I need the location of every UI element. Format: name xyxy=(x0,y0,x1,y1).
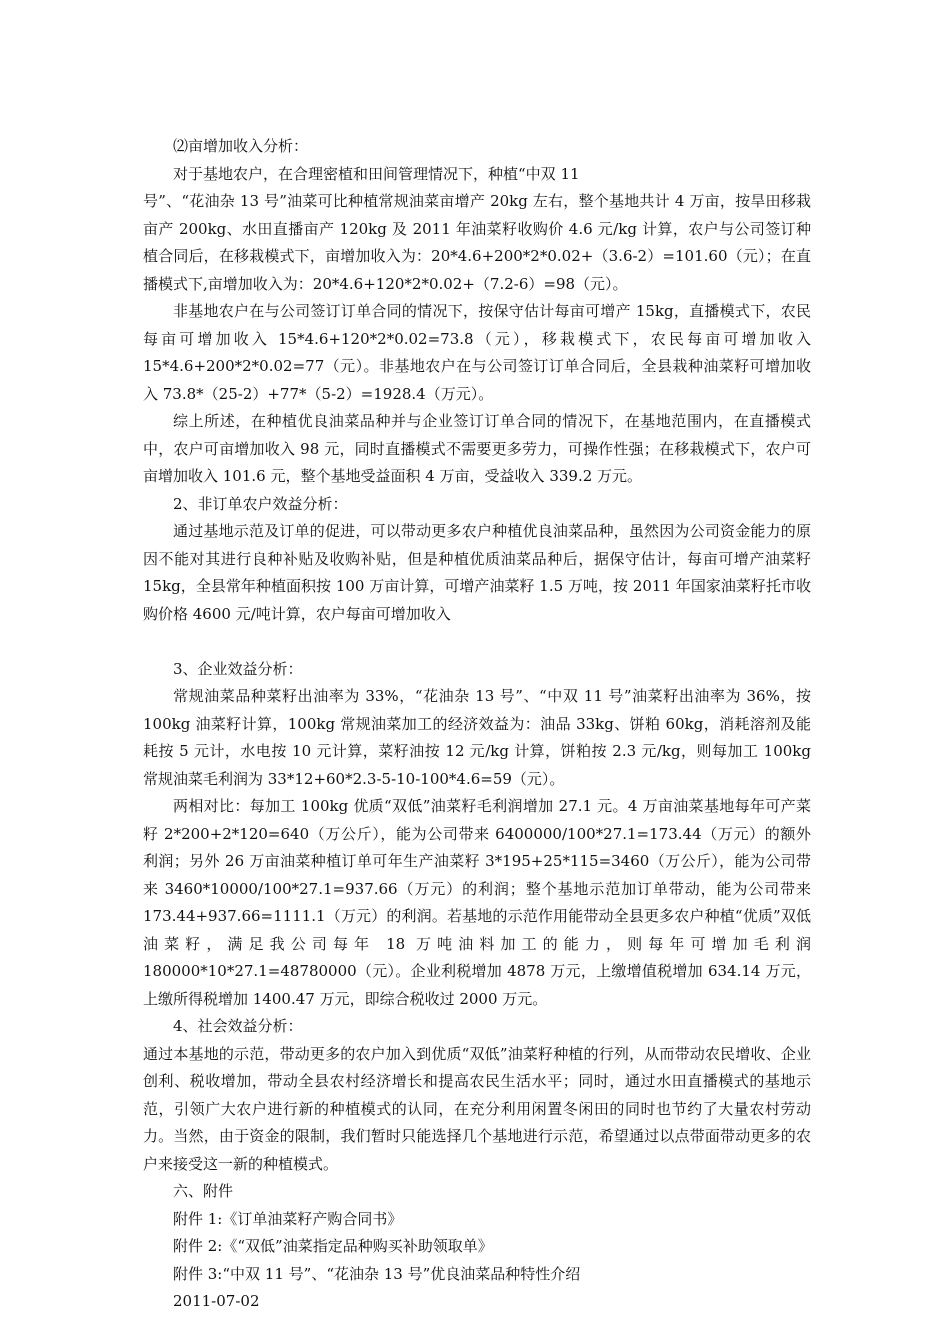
attachment-item: 附件 1:《订单油菜籽产购合同书》 xyxy=(173,1209,403,1228)
section-heading: 3、企业效益分析： xyxy=(173,659,303,678)
paragraph: 对于基地农户，在合理密植和田间管理情况下，种植“中双 11 xyxy=(173,164,580,183)
paragraph: 通过基地示范及订单的促进，可以带动更多农户种植优良油菜品种，虽然因为公司资金能力的原因不能对其进行良种补贴及收购补贴，但是种植优质油菜品种后，据保守估计，每亩可增产油菜籽 15kg，全县常年种植面积按 100 万亩计算，可增产油菜籽 1.5 万吨，按 2011 年国家油菜籽托市收购价格 4600 元/吨计算，农户每亩可增加收入 xyxy=(143,522,811,623)
paragraph: 非基地农户在与公司签订订单合同的情况下，按保守估计每亩可增产 15kg，直播模式下，农民每亩可增加收入 15*4.6+120*2*0.02=73.8（元），移栽模式下，农民每亩可增加收入 15*4.6+200*2*0.02=77（元）。非基地农户在与公司签订订单合同后，全县栽种油菜籽可增加收入 73.8*（25-2）+77*（5-2）=1928.4（万元）。 xyxy=(143,302,811,403)
paragraph: 两相对比：每加工 100kg 优质“双低”油菜籽毛利润增加 27.1 元。4 万亩油菜基地每年可产菜籽 2*200+2*120=640（万公斤），能为公司带来 6400000/100*27.1=173.44（万元）的额外利润；另外 26 万亩油菜种植订单可年生产油菜籽 3*195+25*115=3460（万公斤），能为公司带来 3460*10000/100*27.1=937.66（万元）的利润；整个基地示范加订单带动，能为公司带来 173.44+937.66=1111.1（万元）的利润。若基地的示范作用能带动全县更多农户种植“优质”双低油菜籽，满足我公司每年 18 万吨油料加工的能力，则每年可增加毛利润 180000*10*27.1=48780000（元）。企业利税增加 4878 万元，上缴增值税增加 634.14 万元，上缴所得税增加 1400.47 万元，即综合税收过 2000 万元。 xyxy=(143,797,811,1008)
blank-line xyxy=(143,628,811,656)
document-date: 2011-07-02 xyxy=(173,1292,260,1310)
paragraph: 常规油菜品种菜籽出油率为 33%，“花油杂 13 号”、“中双 11 号”油菜籽出油率为 36%，按 100kg 油菜籽计算，100kg 常规油菜加工的经济效益为：油品 33kg、饼粕 60kg，消耗溶剂及能耗按 5 元计，水电按 10 元计算，菜籽油按 12 元/kg 计算，饼粕按 2.3 元/kg，则每加工 100kg 常规油菜毛利润为 33*12+60*2.3-5-10-100*4.6=59（元）。 xyxy=(143,687,811,788)
attachment-item: 附件 3:“中双 11 号”、“花油杂 13 号”优良油菜品种特性介绍 xyxy=(173,1264,581,1283)
attachment-item: 附件 2:《“双低”油菜指定品种购买补助领取单》 xyxy=(173,1237,493,1255)
section-heading: 2、非订单农户效益分析： xyxy=(173,494,348,513)
subsection-heading: ⑵亩增加收入分析： xyxy=(173,137,309,155)
paragraph: 通过本基地的示范，带动更多的农户加入到优质“双低”油菜籽种植的行列，从而带动农民增收、企业创利、税收增加，带动全县农村经济增长和提高农民生活水平；同时，通过水田直播模式的基地示范，引领广大农户进行新的种植模式的认同，在充分利用闲置冬闲田的同时也节约了大量农村劳动力。当然，由于资金的限制，我们暂时只能选择几个基地进行示范，希望通过以点带面带动更多的农户来接受这一新的种植模式。 xyxy=(143,1044,811,1173)
section-heading: 六、附件 xyxy=(173,1182,234,1200)
paragraph: 综上所述，在种植优良油菜品种并与企业签订订单合同的情况下，在基地范围内，在直播模式中，农户可亩增加收入 98 元，同时直播模式不需要更多劳力，可操作性强；在移栽模式下，农户可亩增加收入 101.6 元，整个基地受益面积 4 万亩，受益收入 339.2 万元。 xyxy=(143,412,811,485)
section-heading: 4、社会效益分析： xyxy=(173,1017,303,1035)
document-body xyxy=(143,133,811,1316)
paragraph: 号”、“花油杂 13 号”油菜可比种植常规油菜亩增产 20kg 左右，整个基地共计 4 万亩，按旱田移栽亩产 200kg、水田直播亩产 120kg 及 2011 年油菜籽收购价 4.6 元/kg 计算，农户与公司签订种植合同后，在移栽模式下，亩增加收入为：20*4.6+200*2*0.02+（3.6-2）=101.60（元）；在直播模式下,亩增加收入为：20*4.6+120*2*0.02+（7.2-6）=98（元）。 xyxy=(143,192,811,293)
